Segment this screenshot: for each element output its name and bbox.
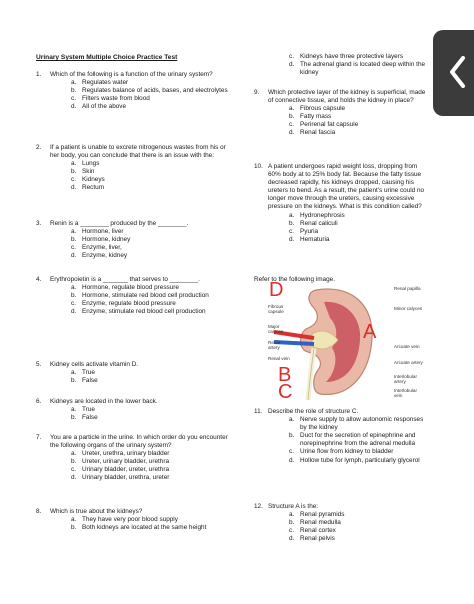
chevron-left-icon[interactable]	[447, 54, 469, 90]
option-letter: a.	[71, 406, 77, 414]
option-letter: d.	[289, 235, 295, 243]
answer-option[interactable]	[36, 414, 232, 422]
question-number: 9.	[254, 89, 260, 96]
option-text: Duct for the secretion of epinephrine and norepinephrine from the adrenal medulla	[300, 432, 416, 448]
option-text: Hormone, stimulate red blood cell production	[82, 292, 209, 300]
question-2	[36, 144, 232, 193]
option-text: Urine flow from kidney to bladder	[300, 448, 394, 456]
option-text: Renal pyramids	[300, 511, 345, 519]
question-text	[36, 398, 232, 406]
label-fibrous-capsule: Fibrous capsule	[268, 304, 284, 314]
option-text: Both kidneys are located at the same height	[82, 524, 207, 532]
answer-option[interactable]	[36, 79, 232, 87]
option-text: Hormone, liver	[82, 228, 124, 236]
option-letter: a.	[71, 160, 77, 168]
answer-option[interactable]	[254, 53, 426, 61]
option-text: Nerve supply to allow autonomic responses by the kidney	[300, 416, 424, 432]
option-text: Hematuria	[300, 235, 330, 243]
option-text: Hormone, kidney	[82, 236, 131, 244]
answer-option[interactable]	[254, 105, 426, 113]
option-text: Pyuria	[300, 227, 319, 235]
option-letter: c.	[289, 227, 294, 235]
question-number: 10.	[254, 163, 263, 170]
question-stem: Structure A is the:	[268, 503, 319, 510]
answer-option[interactable]	[254, 535, 426, 543]
option-text: True	[82, 369, 95, 377]
question-4	[36, 276, 232, 316]
option-text: Hollow tube for lymph, particularly glycerol	[300, 456, 420, 464]
question-text	[254, 89, 426, 105]
question-stem: If a patient is unable to excrete nitrogenous wastes from his or her body, you can conclude that there is an issue with the:	[50, 144, 226, 160]
option-letter: c.	[289, 448, 294, 456]
question-text	[254, 163, 426, 212]
option-text: Enzyme, liver,	[82, 244, 122, 252]
answer-option[interactable]	[254, 527, 426, 535]
question-text	[254, 503, 426, 511]
option-text: Kidneys	[82, 176, 105, 184]
question-number: 7.	[36, 434, 42, 441]
option-letter: a.	[289, 511, 295, 519]
option-text: Hydronephrosis	[300, 211, 345, 219]
question-number: 1.	[36, 71, 42, 78]
option-letter: a.	[71, 284, 77, 292]
option-text: Ureter, urethra, urinary bladder	[82, 450, 170, 458]
question-text	[36, 144, 232, 160]
option-letter: d.	[71, 474, 77, 482]
option-text: Kidneys have three protective layers	[300, 53, 404, 60]
label-renal-vein: Renal vein	[268, 356, 290, 361]
answer-option[interactable]	[254, 519, 426, 527]
answer-option[interactable]	[254, 457, 426, 465]
option-letter: a.	[71, 79, 77, 87]
label-renal-artery: Renal artery	[268, 340, 281, 350]
question-9	[254, 89, 426, 138]
option-letter: b.	[289, 113, 295, 121]
option-text: Renal medulla	[300, 519, 341, 527]
option-letter: b.	[71, 414, 77, 422]
option-letter: d.	[289, 61, 295, 69]
label-interlobular-artery: Interlobular artery	[394, 374, 417, 384]
answer-option[interactable]	[36, 458, 232, 466]
option-letter: b.	[71, 236, 77, 244]
option-letter: d.	[71, 308, 77, 316]
question-number: 6.	[36, 398, 42, 405]
question-7	[36, 434, 232, 483]
answer-option[interactable]	[254, 448, 426, 456]
answer-option[interactable]	[254, 129, 426, 137]
question-6	[36, 398, 232, 422]
answer-option[interactable]	[36, 466, 232, 474]
option-letter: b.	[71, 458, 77, 466]
answer-option[interactable]	[36, 176, 232, 184]
option-text: Urinary bladder, urethra, ureter	[82, 474, 170, 482]
option-text: Filters waste from blood	[82, 95, 150, 103]
answer-option[interactable]	[36, 168, 232, 176]
question-11	[254, 408, 426, 465]
question-number: 3.	[36, 220, 42, 227]
option-letter: c.	[71, 176, 76, 184]
option-letter: b.	[289, 519, 295, 527]
label-arcuate-vein: Arcuate vein	[394, 344, 420, 349]
question-stem: Which is true about the kidneys?	[50, 508, 143, 515]
answer-option[interactable]	[36, 160, 232, 168]
answer-option[interactable]	[254, 113, 426, 121]
answer-option[interactable]	[254, 511, 426, 519]
answer-option[interactable]	[36, 284, 232, 292]
question-text	[36, 276, 232, 284]
option-text: Hormone, regulate blood pressure	[82, 284, 179, 292]
label-major-calyces: Major calyces	[268, 324, 284, 334]
label-renal-papilla: Renal papilla	[394, 286, 421, 291]
answer-option[interactable]	[254, 236, 426, 244]
answer-option[interactable]	[254, 416, 426, 432]
option-letter: b.	[289, 219, 295, 227]
option-text: Enzyme, kidney	[82, 252, 128, 260]
option-letter: b.	[289, 432, 295, 440]
option-letter: b.	[71, 87, 77, 95]
question-stem: Which protective layer of the kidney is superficial, made of connective tissue, and holds the kidney in place?	[268, 89, 426, 105]
answer-option[interactable]	[36, 87, 232, 95]
question-8	[36, 508, 232, 532]
question-number: 5.	[36, 361, 42, 368]
label-interlobular-vein: Interlobular vein	[394, 388, 417, 398]
question-stem: Erythropoietin is a _______ that serves to ________.	[50, 276, 200, 283]
answer-option[interactable]	[36, 377, 232, 385]
option-text: Lungs	[82, 160, 100, 168]
question-1	[36, 71, 232, 111]
option-text: Fatty mass	[300, 113, 332, 121]
question-12	[254, 503, 426, 543]
option-letter: c.	[289, 527, 294, 535]
option-letter: d.	[71, 184, 77, 192]
question-stem: Describe the role of structure C.	[268, 408, 359, 415]
side-panel-tab[interactable]	[433, 30, 474, 116]
option-letter: c.	[71, 244, 76, 252]
option-text: Urinary bladder, ureter, urethra	[82, 466, 170, 474]
option-letter: c.	[71, 95, 76, 103]
option-text: They have very poor blood supply	[82, 516, 178, 524]
option-text: Enzyme, regulate blood pressure	[82, 300, 176, 308]
answer-option[interactable]	[254, 432, 426, 448]
label-minor-calyces: Minor calyces	[394, 306, 423, 311]
option-text: Renal cortex	[300, 527, 336, 535]
question-number: 2.	[36, 144, 42, 151]
question-text	[36, 434, 232, 450]
option-letter: d.	[289, 129, 295, 137]
question-stem: A patient undergoes rapid weight loss, dropping from 60% body at to 25% body fat. Because the fatty tissue decreased rapidly, his kidneys dropped, causing his ureters to bend. As a result, the patient's urine could no longer move through the ureters, causing excessive pressure on the kidneys. What is this condition called?	[268, 163, 425, 211]
answer-option[interactable]	[254, 220, 426, 228]
label-arcuate-artery: Arcuate artery	[394, 360, 423, 365]
option-text: Rectum	[82, 184, 105, 192]
option-text: True	[82, 406, 95, 414]
question-text	[36, 71, 232, 79]
label-b: B	[278, 364, 292, 386]
option-text: Perirenal fat capsule	[300, 121, 359, 129]
option-letter: a.	[71, 450, 77, 458]
option-letter: c.	[289, 53, 294, 60]
answer-option[interactable]	[36, 308, 232, 316]
question-stem: Renin is a ________ produced by the ________.	[50, 220, 189, 227]
option-letter: a.	[289, 211, 295, 219]
option-letter: a.	[71, 369, 77, 377]
question-10	[254, 163, 426, 244]
answer-option[interactable]	[36, 516, 232, 524]
answer-option[interactable]	[254, 61, 426, 77]
option-letter: b.	[71, 377, 77, 385]
question-stem: Which of the following is a function of the urinary system?	[50, 71, 213, 78]
option-letter: b.	[71, 524, 77, 532]
answer-option[interactable]	[36, 450, 232, 458]
question-text	[36, 508, 232, 516]
label-d: D	[269, 279, 284, 301]
answer-option[interactable]	[254, 121, 426, 129]
question-stem: You are a particle in the urine. In which order do you encounter the following organs of the urinary system?	[50, 434, 228, 450]
answer-option[interactable]	[36, 369, 232, 377]
option-text: False	[82, 377, 98, 385]
question-text	[36, 361, 232, 369]
answer-option[interactable]	[254, 228, 426, 236]
option-text: Fibrous capsule	[300, 105, 346, 113]
option-text: Renal pelvis	[300, 535, 335, 543]
page-title: Urinary System Multiple Choice Practice Test	[36, 54, 178, 61]
option-text: The adrenal gland is located deep within the kidney	[300, 61, 426, 77]
option-letter: c.	[289, 121, 294, 129]
answer-option[interactable]	[36, 292, 232, 300]
answer-option[interactable]	[36, 228, 232, 236]
label-a: A	[363, 321, 377, 343]
question-8-continued	[254, 53, 426, 77]
option-text: Enzyme, stimulate red blood cell production	[82, 308, 206, 316]
question-number: 12.	[254, 503, 263, 510]
answer-option[interactable]	[36, 474, 232, 482]
option-letter: a.	[71, 228, 77, 236]
label-c: C	[278, 381, 293, 403]
answer-option[interactable]	[36, 300, 232, 308]
question-text	[254, 408, 426, 416]
answer-option[interactable]	[36, 244, 232, 252]
answer-option[interactable]	[254, 212, 426, 220]
answer-option[interactable]	[36, 95, 232, 103]
option-text: Regulates balance of acids, bases, and electrolytes	[82, 87, 228, 95]
option-letter: d.	[289, 535, 295, 543]
option-letter: b.	[71, 168, 77, 176]
option-letter: c.	[71, 466, 76, 474]
option-letter: a.	[289, 105, 295, 113]
answer-option[interactable]	[36, 103, 232, 111]
answer-option[interactable]	[36, 236, 232, 244]
option-letter: b.	[71, 292, 77, 300]
option-letter: c.	[71, 300, 76, 308]
question-stem: Kidney cells activate vitamin D.	[50, 361, 139, 368]
option-text: False	[82, 414, 98, 422]
option-letter: a.	[71, 516, 77, 524]
option-letter: a.	[289, 416, 295, 424]
answer-option[interactable]	[36, 184, 232, 192]
option-letter: d.	[71, 103, 77, 111]
option-letter: d.	[71, 252, 77, 260]
option-text: Renal fascia	[300, 129, 336, 137]
question-stem: Kidneys are located in the lower back.	[50, 398, 158, 405]
option-text: Ureter, urinary bladder, urethra	[82, 458, 170, 466]
question-3	[36, 220, 232, 260]
question-number: 4.	[36, 276, 42, 283]
question-number: 8.	[36, 508, 42, 515]
answer-option[interactable]	[36, 252, 232, 260]
answer-option[interactable]	[36, 406, 232, 414]
question-text	[36, 220, 232, 228]
option-text: Skin	[82, 168, 95, 176]
refer-text: Refer to the following image.	[254, 276, 335, 283]
option-text: Renal caliculi	[300, 219, 338, 227]
option-letter: d.	[289, 456, 295, 464]
answer-option[interactable]	[36, 524, 232, 532]
option-text: Regulates water	[82, 79, 129, 87]
option-text: All of the above	[82, 103, 127, 111]
question-5	[36, 361, 232, 385]
question-number: 11.	[254, 408, 263, 415]
